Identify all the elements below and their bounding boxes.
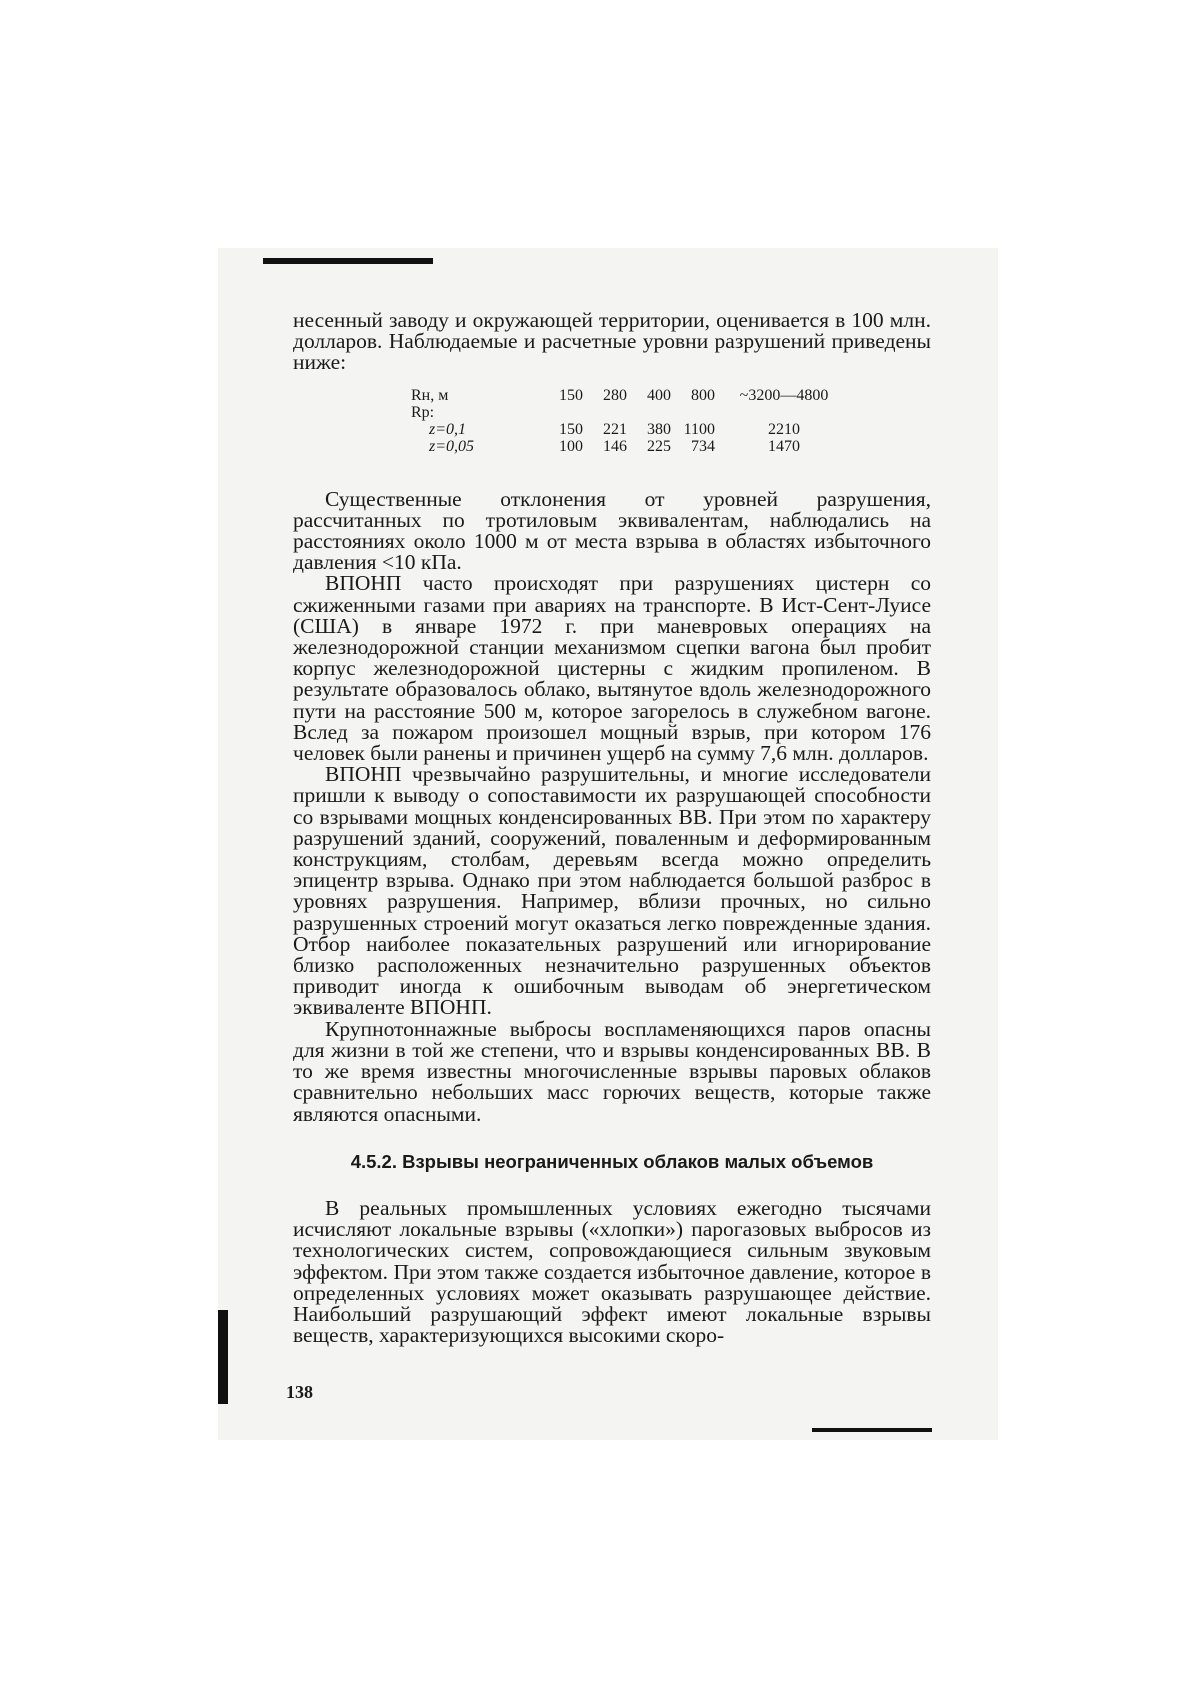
table-cell: 221 [603,420,627,438]
table-cell: ~3200—4800 [739,386,829,404]
table-row [411,404,845,421]
table-cell: 734 [691,437,715,455]
table-cell: 2210 [768,420,800,438]
table-cell: 150 [559,386,583,404]
left-margin-mark [218,1310,228,1404]
table-cell: 380 [647,420,671,438]
paragraph-5: Крупнотоннажные выбросы воспламеняющихся паров опасны для жизни в той же степени, что и взрывы конденсированных ВВ. В то же время известны многочисленные взрывы паровых облаков сравнительно небольших масс горючих веществ, которые также являются опасными. [293,1016,931,1126]
table-cell: 1100 [683,420,715,438]
row-label: Rн, м [411,386,449,404]
paragraph-6: В реальных промышленных условиях ежегодно тысячами исчисляют локальные взрывы («хлопки») парогазовых выбросов из технологических систем, сопровождающиеся сильным звуковым эффектом. При этом также создается избыточное давление, которое в определенных условиях может оказывать разрушающее действие. Наибольший разрушающий эффект имеют локальные взрывы веществ, характеризующихся высокими скоро- [293,1195,931,1348]
table-cell: 150 [559,420,583,438]
page-number: 138 [286,1382,313,1402]
table-cell: 280 [603,386,627,404]
row-label: Rр: [411,403,435,421]
paragraph-3: ВПОНП часто происходят при разрушениях цистерн со сжиженными газами при авариях на транспорте. В Ист-Сент-Луисе (США) в январе 1972 г. при маневровых операциях на железнодорожной станции механизмом сцепки вагона был пробит корпус железнодорожной цистерны с жидким пропиленом. В результате образовалось облако, вытянутое вдоль железнодорожного пути на расстояние 500 м, которое загорелось в служебном вагоне. Вслед за пожаром произошел мощный взрыв, при котором 176 человек были ранены и причинен ущерб на сумму 7,6 млн. долларов. [293,571,931,766]
table-row [411,421,845,438]
paragraph-4: ВПОНП чрезвычайно разрушительны, и многие исследователи пришли к выводу о сопоставимости их разрушающей способности со взрывами мощных конденсированных ВВ. При этом по характеру разрушений зданий, сооружений, поваленным и деформированным конструкциям, столбам, деревьям всегда можно определить эпицентр взрыва. Однако при этом наблюдается большой разброс в уровнях разрушения. Например, вблизи прочных, но сильно разрушенных строений могут оказаться легко поврежденные здания. Отбор наиболее показательных разрушений или игнорирование близко расположенных незначительно разрушенных объектов приводит иногда к ошибочным выводам об энергетическом эквиваленте ВПОНП. [293,762,931,1020]
paragraph-2: Существенные отклонения от уровней разрушения, рассчитанных по тротиловым эквивалентам, наблюдались на расстояниях около 1000 м от места взрыва в областях избыточного давления <10 кПа. [293,486,931,575]
table-cell: 100 [559,437,583,455]
table-cell: 225 [647,437,671,455]
row-label: z=0,05 [429,437,475,455]
table-cell: 400 [647,386,671,404]
top-rule [263,258,433,264]
row-label: z=0,1 [429,420,467,438]
destruction-levels-table [411,387,845,455]
table-cell: 1470 [768,437,800,455]
section-heading: 4.5.2. Взрывы неограниченных облаков малых объемов [350,1150,874,1172]
text-block [293,310,931,1346]
table-row [411,438,845,455]
bottom-rule [812,1428,932,1432]
table-cell: 800 [691,386,715,404]
paragraph-1: несенный заводу и окружающей территории, оценивается в 100 млн. долларов. Наблюдаемые и расчетные уровни разрушений приведены ниже: [293,308,931,375]
table-row [411,387,845,404]
table-cell: 146 [603,437,627,455]
